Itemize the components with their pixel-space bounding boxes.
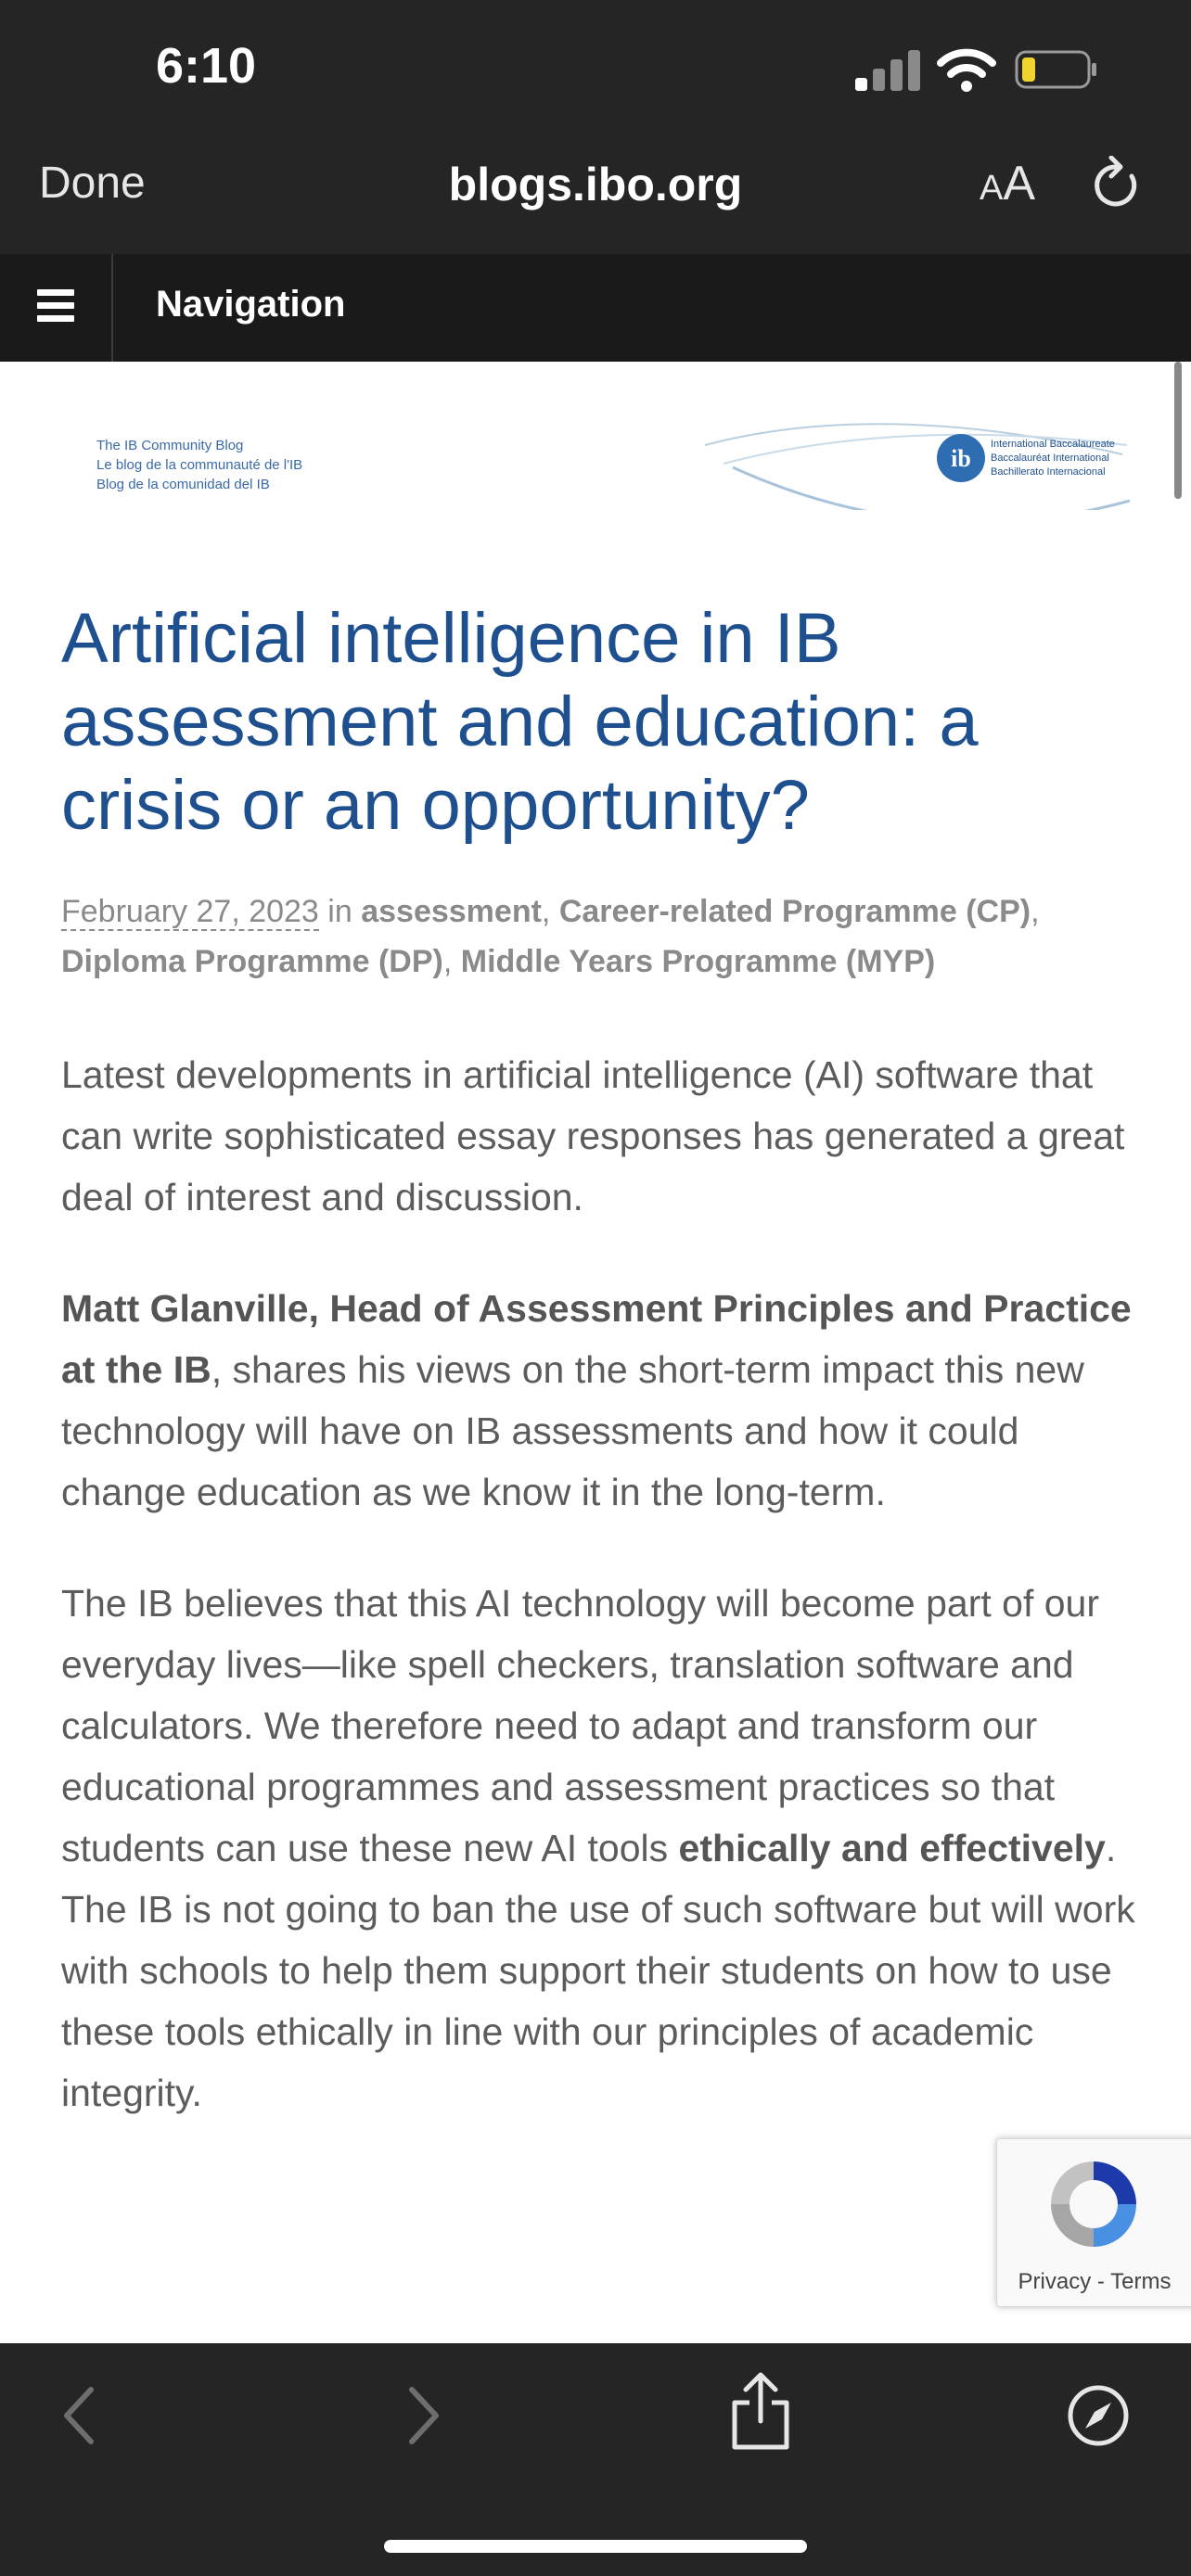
paragraph-text: The IB believes that this AI technology will become part of our everyday lives—like spell checkers, translation software and calculators. We therefore need to adapt and transform our educational programmes and assessment practices so that students can use these new AI tools xyxy=(61,1582,1099,1869)
article-meta: February 27, 2023 in assessment, Career-related Programme (CP), Diploma Programme (DP), Middle Years Programme (MYP) xyxy=(61,894,1040,979)
forward-icon[interactable] xyxy=(401,2382,447,2449)
battery-icon xyxy=(1015,50,1098,89)
web-content xyxy=(0,362,1191,2343)
category-link-dp[interactable]: Diploma Programme (DP) xyxy=(61,944,443,979)
done-button[interactable]: Done xyxy=(39,159,146,208)
emphasis-bold: ethically and effectively xyxy=(678,1827,1106,1869)
paragraph-text: . The IB is not going to ban the use of such software but will work with schools to help them support their students on how to use these tools ethically in line with our principles of academic integrity. xyxy=(61,1827,1135,2114)
org-name-es: Bachillerato Internacional xyxy=(991,466,1106,478)
recaptcha-terms-link[interactable]: Terms xyxy=(1110,2269,1172,2294)
recaptcha-icon xyxy=(1038,2154,1149,2256)
category-link-assessment[interactable]: assessment xyxy=(361,894,542,929)
recaptcha-badge[interactable] xyxy=(996,2138,1191,2307)
browser-bottom-toolbar xyxy=(0,2343,1191,2576)
paragraph-text: , shares his views on the short-term impact this new technology will have on IB assessments and how it could change education as we know it in the long-term. xyxy=(61,1348,1084,1513)
reload-icon[interactable] xyxy=(1091,156,1143,211)
share-icon[interactable] xyxy=(727,2371,794,2451)
recaptcha-links xyxy=(997,2269,1191,2295)
recaptcha-separator: - xyxy=(1091,2269,1111,2294)
tagline-fr: Le blog de la communauté de l'IB xyxy=(96,457,303,473)
site-navigation-bar xyxy=(0,254,1191,362)
ib-organization-name xyxy=(991,438,1115,479)
recaptcha-privacy-link[interactable]: Privacy xyxy=(1018,2269,1092,2294)
ib-logo-icon[interactable] xyxy=(935,432,987,484)
status-time: 6:10 xyxy=(156,38,257,94)
tagline-es: Blog de la comunidad del IB xyxy=(96,477,270,492)
blog-header xyxy=(0,362,1191,519)
article-paragraph xyxy=(61,1573,1146,2123)
blog-tagline[interactable] xyxy=(96,436,302,494)
text-size-button[interactable] xyxy=(980,156,1035,211)
article-paragraph: Latest developments in artificial intelligence (AI) software that can write sophisticated essay responses has generated a great deal of interest and discussion. xyxy=(61,1053,1125,1218)
article-title: Artificial intelligence in IB assessment and education: a crisis or an opportunity? xyxy=(61,599,979,845)
author-name-bold: Matt Glanville, Head of Assessment Principles and Practice at the IB xyxy=(61,1287,1132,1391)
wifi-icon xyxy=(937,46,996,93)
text-size-small-glyph: A xyxy=(980,169,1004,208)
tagline-en: The IB Community Blog xyxy=(96,438,244,453)
hamburger-menu-icon[interactable] xyxy=(37,289,74,323)
nav-divider xyxy=(111,254,113,362)
cellular-signal-icon xyxy=(855,48,920,91)
navigation-menu-label[interactable]: Navigation xyxy=(156,284,346,325)
article-paragraph xyxy=(61,1278,1146,1523)
org-name-en: International Baccalaureate xyxy=(991,439,1115,450)
compass-icon[interactable] xyxy=(1067,2384,1130,2447)
org-name-fr: Baccalauréat International xyxy=(991,453,1109,464)
ib-logo-text: ib xyxy=(951,445,971,472)
category-link-cp[interactable]: Career-related Programme (CP) xyxy=(558,894,1031,929)
meta-in-word: in xyxy=(327,894,352,929)
article-date[interactable]: February 27, 2023 xyxy=(61,894,319,929)
browser-address-bar xyxy=(0,139,1191,254)
url-display[interactable]: blogs.ibo.org xyxy=(448,159,743,210)
category-link-myp[interactable]: Middle Years Programme (MYP) xyxy=(460,944,936,979)
status-bar xyxy=(0,0,1191,139)
text-size-big-glyph: A xyxy=(1003,157,1036,210)
back-icon[interactable] xyxy=(56,2382,102,2449)
home-indicator[interactable] xyxy=(384,2540,807,2553)
